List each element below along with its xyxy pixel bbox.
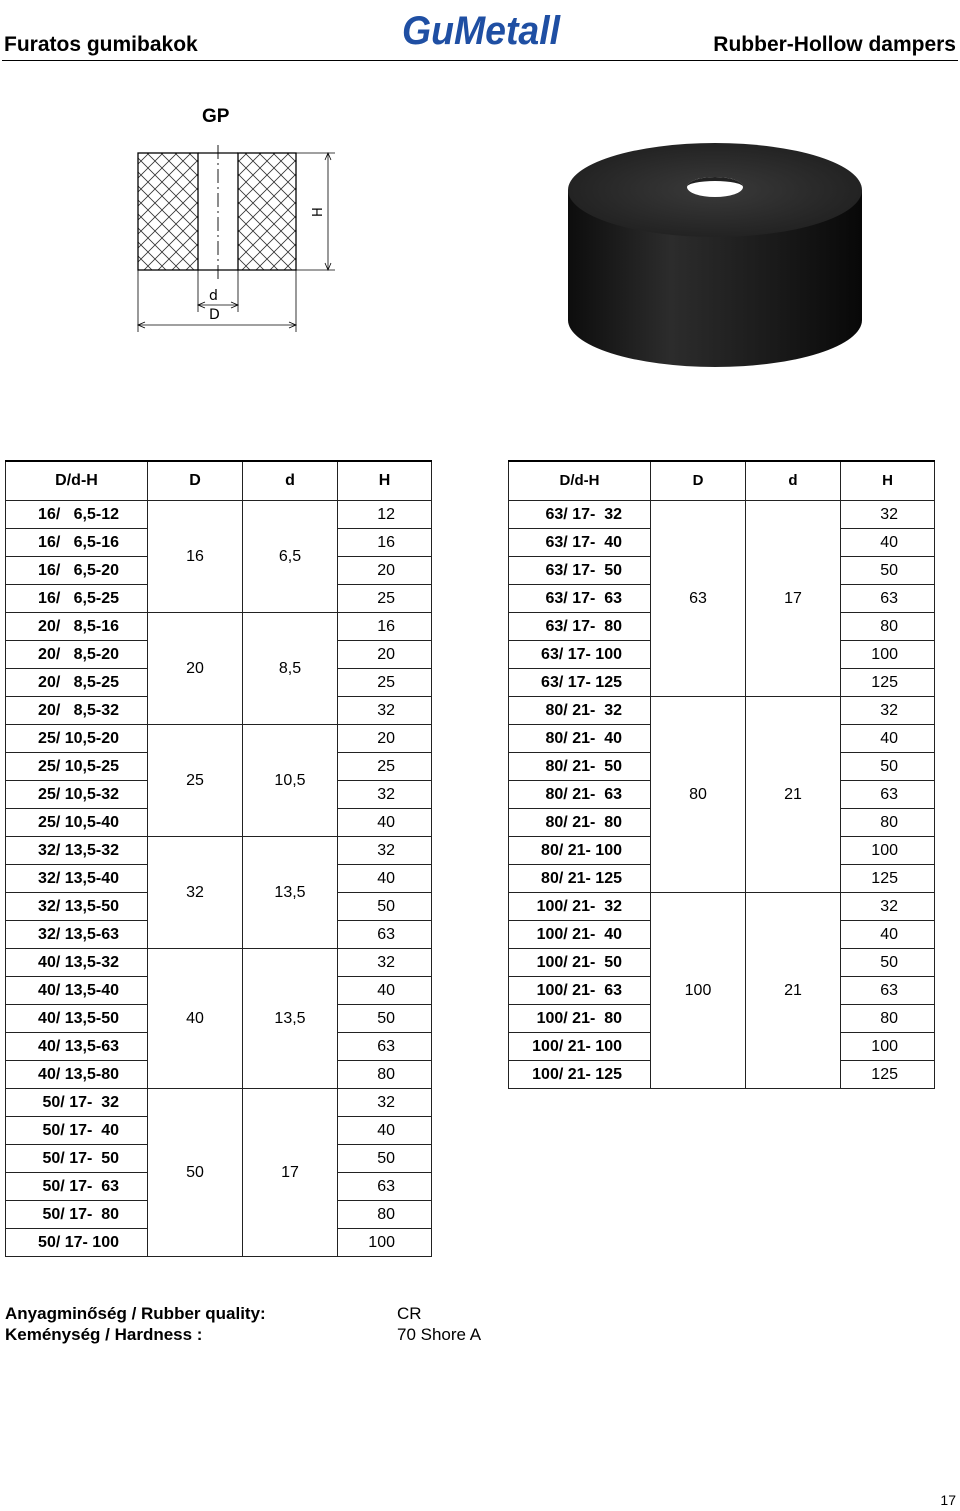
material-values: [397, 1303, 481, 1345]
cell-height: 50: [841, 949, 935, 977]
cell-height: 32: [338, 781, 432, 809]
cell-code: 32/ 13,5-40: [6, 865, 148, 893]
cell-inner-diameter: 13,5: [243, 949, 338, 1089]
title-english: Rubber-Hollow dampers: [713, 33, 956, 56]
cell-height: 25: [338, 753, 432, 781]
rubber-quality-label: Anyagminőség / Rubber quality:: [5, 1304, 266, 1323]
cell-code: 25/ 10,5-32: [6, 781, 148, 809]
cell-height: 63: [841, 781, 935, 809]
cell-height: 50: [841, 557, 935, 585]
table-row: [6, 613, 432, 641]
cell-code: 40/ 13,5-50: [6, 1005, 148, 1033]
cell-height: 80: [841, 613, 935, 641]
dimension-label-d: d: [209, 288, 218, 304]
table-row: [6, 1089, 432, 1117]
cell-outer-diameter: 63: [651, 501, 746, 697]
cell-inner-diameter: 10,5: [243, 725, 338, 837]
cell-height: 125: [841, 669, 935, 697]
cell-height: 63: [338, 1173, 432, 1201]
cell-height: 32: [338, 949, 432, 977]
cell-code: 100/ 21- 50: [509, 949, 651, 977]
cell-inner-diameter: 6,5: [243, 501, 338, 613]
cell-height: 32: [841, 501, 935, 529]
cell-code: 100/ 21- 100: [509, 1033, 651, 1061]
dimension-table-right: [508, 460, 935, 1089]
cell-code: 50/ 17- 32: [6, 1089, 148, 1117]
cell-height: 63: [841, 977, 935, 1005]
cell-code: 40/ 13,5-80: [6, 1061, 148, 1089]
cell-outer-diameter: 16: [148, 501, 243, 613]
cell-outer-diameter: 100: [651, 893, 746, 1089]
cell-code: 80/ 21- 80: [509, 809, 651, 837]
cell-code: 80/ 21- 63: [509, 781, 651, 809]
cell-code: 100/ 21- 63: [509, 977, 651, 1005]
cell-height: 20: [338, 557, 432, 585]
cell-code: 80/ 21- 125: [509, 865, 651, 893]
cell-code: 40/ 13,5-63: [6, 1033, 148, 1061]
cell-code: 40/ 13,5-40: [6, 977, 148, 1005]
cell-code: 32/ 13,5-32: [6, 837, 148, 865]
col-header-inner-diameter: d: [243, 461, 338, 501]
col-header-code: D/d-H: [6, 461, 148, 501]
table-header-row: [6, 461, 432, 501]
cell-code: 63/ 17- 50: [509, 557, 651, 585]
cell-code: 50/ 17- 100: [6, 1229, 148, 1257]
cell-height: 100: [841, 641, 935, 669]
cell-height: 40: [338, 865, 432, 893]
cell-code: 63/ 17- 100: [509, 641, 651, 669]
table-row: [6, 501, 432, 529]
cell-code: 50/ 17- 63: [6, 1173, 148, 1201]
cell-height: 80: [841, 1005, 935, 1033]
cell-code: 80/ 21- 32: [509, 697, 651, 725]
cell-code: 100/ 21- 80: [509, 1005, 651, 1033]
col-header-outer-diameter: D: [148, 461, 243, 501]
cell-code: 20/ 8,5-25: [6, 669, 148, 697]
page-number: 17: [940, 1492, 956, 1508]
cell-height: 63: [841, 585, 935, 613]
cell-inner-diameter: 21: [746, 697, 841, 893]
cell-height: 32: [841, 697, 935, 725]
cell-inner-diameter: 8,5: [243, 613, 338, 725]
cell-height: 40: [841, 529, 935, 557]
cell-code: 16/ 6,5-16: [6, 529, 148, 557]
dimension-table-left: [5, 460, 432, 1257]
cell-height: 125: [841, 1061, 935, 1089]
cell-height: 40: [338, 809, 432, 837]
table-left-body: [6, 501, 432, 1257]
cell-code: 40/ 13,5-32: [6, 949, 148, 977]
material-labels: [5, 1303, 266, 1345]
hardness-label: Keménység / Hardness :: [5, 1325, 203, 1344]
cell-height: 32: [338, 1089, 432, 1117]
cell-height: 125: [841, 865, 935, 893]
cross-section-drawing: [120, 140, 340, 340]
cell-code: 25/ 10,5-20: [6, 725, 148, 753]
table-row: [6, 837, 432, 865]
cell-outer-diameter: 32: [148, 837, 243, 949]
cell-code: 50/ 17- 40: [6, 1117, 148, 1145]
col-header-code: D/d-H: [509, 461, 651, 501]
logo-text: GuMetall: [402, 9, 561, 50]
cell-height: 50: [338, 1145, 432, 1173]
rubber-quality-value: CR: [397, 1304, 422, 1323]
cell-height: 16: [338, 529, 432, 557]
dimension-label-h: H: [311, 207, 326, 217]
cell-code: 16/ 6,5-25: [6, 585, 148, 613]
cell-height: 50: [338, 893, 432, 921]
cell-height: 32: [841, 893, 935, 921]
cell-height: 12: [338, 501, 432, 529]
cell-code: 63/ 17- 40: [509, 529, 651, 557]
cell-inner-diameter: 17: [243, 1089, 338, 1257]
cell-height: 63: [338, 1033, 432, 1061]
cell-code: 50/ 17- 80: [6, 1201, 148, 1229]
cell-height: 80: [338, 1201, 432, 1229]
cell-code: 63/ 17- 125: [509, 669, 651, 697]
col-header-inner-diameter: d: [746, 461, 841, 501]
gumetall-logo: [400, 4, 562, 50]
cell-code: 32/ 13,5-63: [6, 921, 148, 949]
cell-inner-diameter: 17: [746, 501, 841, 697]
cell-height: 100: [841, 1033, 935, 1061]
header-divider: [2, 60, 958, 61]
cell-outer-diameter: 25: [148, 725, 243, 837]
table-row: [6, 725, 432, 753]
cell-height: 40: [841, 921, 935, 949]
cell-height: 100: [841, 837, 935, 865]
cell-code: 63/ 17- 80: [509, 613, 651, 641]
cell-height: 100: [338, 1229, 432, 1257]
table-row: [509, 697, 935, 725]
cell-height: 20: [338, 725, 432, 753]
cell-code: 20/ 8,5-32: [6, 697, 148, 725]
cell-outer-diameter: 80: [651, 697, 746, 893]
table-row: [509, 893, 935, 921]
col-header-outer-diameter: D: [651, 461, 746, 501]
cell-code: 63/ 17- 63: [509, 585, 651, 613]
cell-inner-diameter: 21: [746, 893, 841, 1089]
cell-height: 50: [841, 753, 935, 781]
cell-outer-diameter: 40: [148, 949, 243, 1089]
cell-outer-diameter: 20: [148, 613, 243, 725]
table-right-body: [509, 501, 935, 1089]
cell-height: 40: [841, 725, 935, 753]
rubber-damper-photo: [560, 140, 870, 400]
cell-height: 25: [338, 585, 432, 613]
table-row: [6, 949, 432, 977]
cell-height: 16: [338, 613, 432, 641]
cell-code: 80/ 21- 50: [509, 753, 651, 781]
cell-code: 100/ 21- 32: [509, 893, 651, 921]
cell-height: 40: [338, 977, 432, 1005]
product-code: GP: [202, 106, 230, 127]
cell-code: 16/ 6,5-12: [6, 501, 148, 529]
cell-height: 20: [338, 641, 432, 669]
page-header: [0, 0, 960, 62]
col-header-height: H: [338, 461, 432, 501]
cell-inner-diameter: 13,5: [243, 837, 338, 949]
cell-height: 80: [841, 809, 935, 837]
table-row: [509, 501, 935, 529]
cell-code: 25/ 10,5-40: [6, 809, 148, 837]
cell-code: 50/ 17- 50: [6, 1145, 148, 1173]
cell-height: 40: [338, 1117, 432, 1145]
cell-code: 80/ 21- 40: [509, 725, 651, 753]
cell-outer-diameter: 50: [148, 1089, 243, 1257]
dimension-label-outer-d: D: [209, 307, 220, 323]
cell-code: 80/ 21- 100: [509, 837, 651, 865]
cell-code: 20/ 8,5-20: [6, 641, 148, 669]
cell-height: 25: [338, 669, 432, 697]
cell-height: 63: [338, 921, 432, 949]
cell-code: 16/ 6,5-20: [6, 557, 148, 585]
cell-code: 100/ 21- 40: [509, 921, 651, 949]
hardness-value: 70 Shore A: [397, 1325, 482, 1344]
col-header-height: H: [841, 461, 935, 501]
cell-code: 32/ 13,5-50: [6, 893, 148, 921]
cell-height: 50: [338, 1005, 432, 1033]
table-header-row: [509, 461, 935, 501]
title-hungarian: Furatos gumibakok: [4, 33, 198, 56]
cell-code: 63/ 17- 32: [509, 501, 651, 529]
cell-height: 80: [338, 1061, 432, 1089]
cell-code: 100/ 21- 125: [509, 1061, 651, 1089]
cell-code: 20/ 8,5-16: [6, 613, 148, 641]
cell-height: 32: [338, 837, 432, 865]
cell-code: 25/ 10,5-25: [6, 753, 148, 781]
cell-height: 32: [338, 697, 432, 725]
